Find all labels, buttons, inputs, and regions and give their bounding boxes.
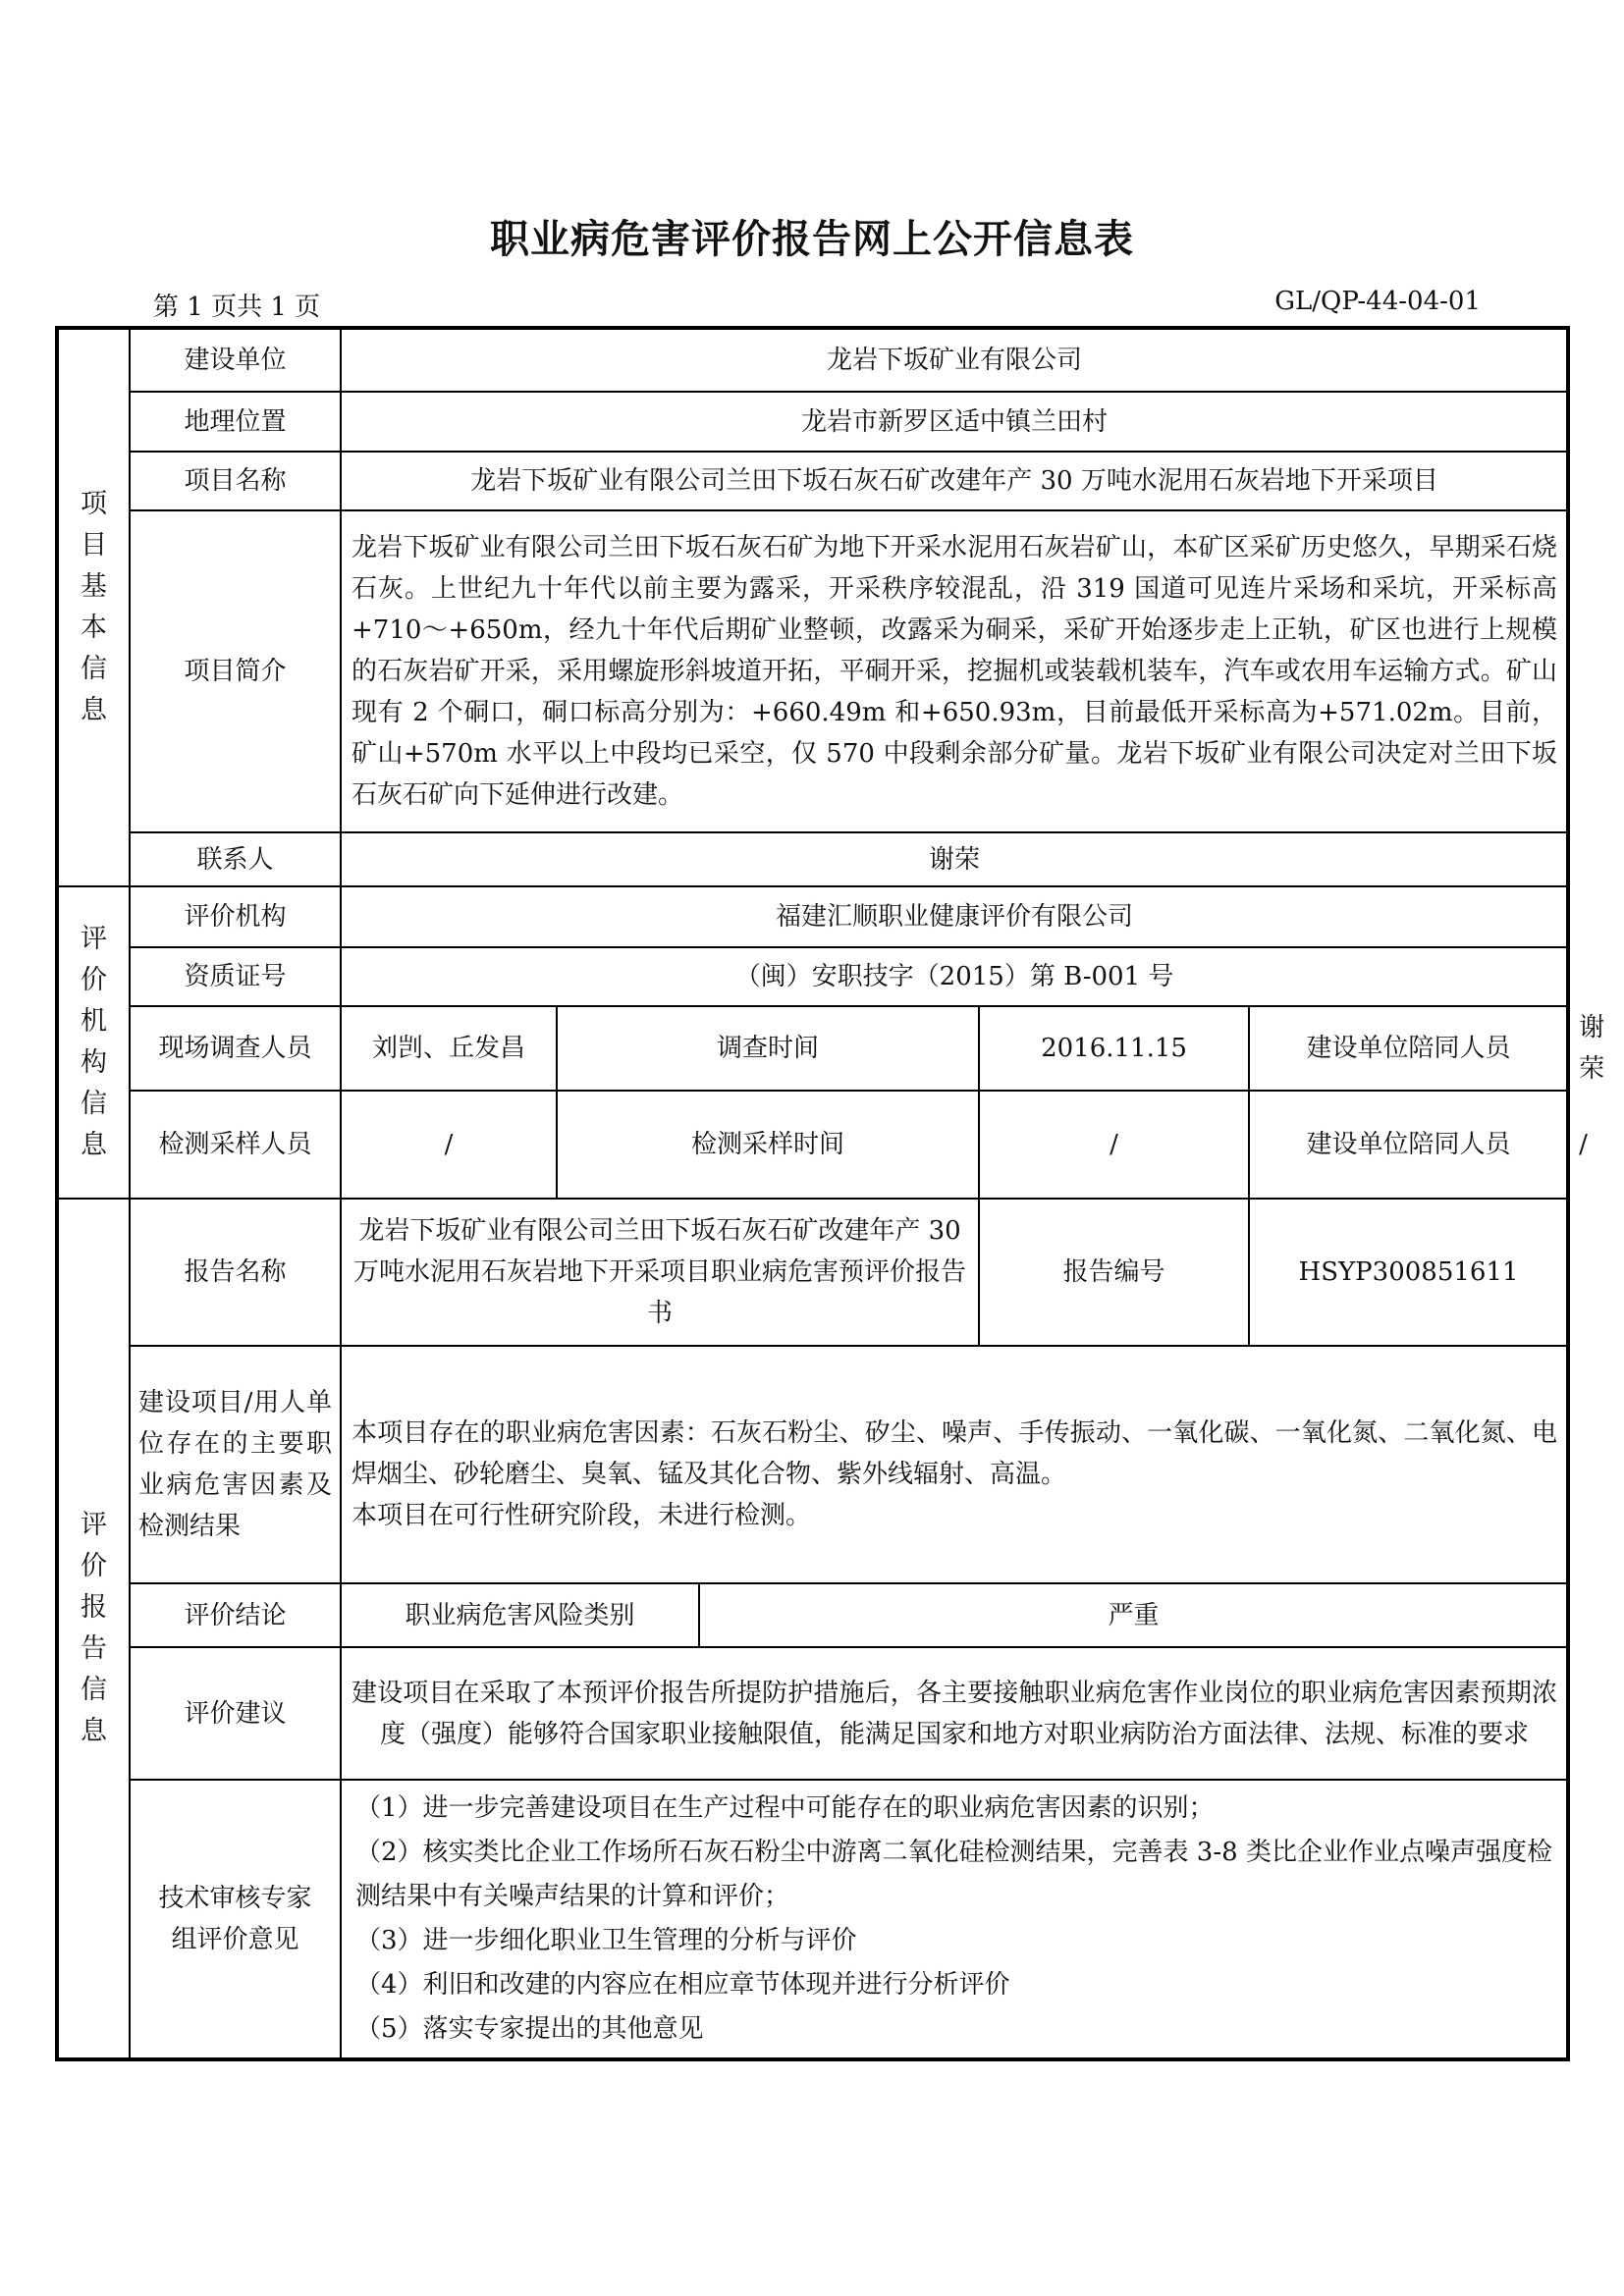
report-no-value: HSYP300851611: [1249, 1199, 1568, 1346]
risk-category-value: 严重: [699, 1583, 1568, 1647]
expert-opinion-item: （4）利旧和改建的内容应在相应章节体现并进行分析评价: [355, 1970, 1010, 2000]
section-report-heading: 评价报告信息: [57, 1199, 130, 2059]
section-project-basic-heading: 项目基本信息: [57, 328, 130, 886]
expert-opinion-item: （3）进一步细化职业卫生管理的分析与评价: [355, 1926, 857, 1955]
report-name-value: 龙岩下坂矿业有限公司兰田下坂石灰石矿改建年产 30 万吨水泥用石灰岩地下开采项目职业病危害预评价报告书: [341, 1199, 979, 1346]
survey-time-value: 2016.11.15: [979, 1006, 1249, 1091]
conclusion-label: 评价结论: [130, 1583, 341, 1647]
builder-value: 龙岩下坂矿业有限公司: [341, 328, 1568, 392]
report-no-label: 报告编号: [979, 1199, 1249, 1346]
org-label: 评价机构: [130, 886, 341, 947]
expert-opinion-item: （2）核实类比企业工作场所石灰石粉尘中游离二氧化硅检测结果，完善表 3-8 类比企业作业点噪声强度检测结果中有关噪声结果的计算和评价；: [355, 1838, 1552, 1911]
sampling-time-label: 检测采样时间: [557, 1091, 979, 1199]
section-evaluator-heading: 评价机构信息: [57, 886, 130, 1199]
summary-label: 项目简介: [130, 510, 341, 832]
survey-staff-value: 刘剀、丘发昌: [341, 1006, 557, 1091]
suggestion-label: 评价建议: [130, 1647, 341, 1780]
hazards-factors: 本项目存在的职业病危害因素：石灰石粉尘、矽尘、噪声、手传振动、一氧化碳、一氧化氮、二氧化氮、电焊烟尘、砂轮磨尘、臭氧、锰及其化合物、紫外线辐射、高温。: [352, 1418, 1558, 1489]
escort-label: 建设单位陪同人员: [1249, 1006, 1568, 1091]
project-name-value: 龙岩下坂矿业有限公司兰田下坂石灰石矿改建年产 30 万吨水泥用石灰岩地下开采项目: [341, 452, 1568, 510]
expert-opinion-label: 技术审核专家组评价意见: [130, 1780, 341, 2059]
contact-label: 联系人: [130, 832, 341, 886]
document-title: 职业病危害评价报告网上公开信息表: [490, 217, 1134, 262]
hazards-label: 建设项目/用人单位存在的主要职业病危害因素及检测结果: [130, 1346, 341, 1583]
project-name-label: 项目名称: [130, 452, 341, 510]
hazards-cell: [341, 1346, 1568, 1583]
escort2-label: 建设单位陪同人员: [1249, 1091, 1568, 1199]
summary-text: 龙岩下坂矿业有限公司兰田下坂石灰石矿为地下开采水泥用石灰岩矿山，本矿区采矿历史悠久，早期采石烧石灰。上世纪九十年代以前主要为露采，开采秩序较混乱，沿 319 国道可见连片采场和采坑，开采标高+710～+650m，经九十年代后期矿业整顿，改露采为硐采，采矿开始逐步走上正轨，矿区也进行上规模的石灰岩矿开采，采用螺旋形斜坡道开拓，平硐开采，挖掘机或装载机装车，汽车或农用车运输方式。矿山现有 2 个硐口，硐口标高分别为：+660.49m 和+650.93m，目前最低开采标高为+571.02m。目前，矿山+570m 水平以上中段均已采空，仅 570 中段剩余部分矿量。龙岩下坂矿业有限公司决定对兰田下坂石灰石矿向下延伸进行改建。: [341, 510, 1568, 832]
survey-staff-label: 现场调查人员: [130, 1006, 341, 1091]
sampling-staff-value: /: [341, 1091, 557, 1199]
expert-opinion-item: （1）进一步完善建设项目在生产过程中可能存在的职业病危害因素的识别；: [355, 1793, 1215, 1823]
hazards-detection: 本项目在可行性研究阶段，未进行检测。: [352, 1501, 812, 1530]
org-value: 福建汇顺职业健康评价有限公司: [341, 886, 1568, 947]
report-name-label: 报告名称: [130, 1199, 341, 1346]
risk-category-label: 职业病危害风险类别: [341, 1583, 699, 1647]
suggestion-text: 建设项目在采取了本预评价报告所提防护措施后，各主要接触职业病危害作业岗位的职业病危害因素预期浓度（强度）能够符合国家职业接触限值，能满足国家和地方对职业病防治方面法律、法规、标准的要求: [341, 1647, 1568, 1780]
page-info: 第 1 页共 1 页: [153, 293, 321, 322]
info-table: 项目基本信息 建设单位 龙岩下坂矿业有限公司 地理位置 龙岩市新罗区适中镇兰田村 项目名称 龙岩下坂矿业有限公司兰田下坂石灰石矿改建年产 30 万吨水泥用石灰岩地下开采项目 项目简介 龙岩下坂矿业有限公司兰田下坂石灰石矿为地下开采水泥用石灰岩矿山，本矿区采矿历史悠久，早期采石烧石灰。上世纪九十年代以前主要为露采，开采秩序较混乱，沿 319 国道可见连片采场和采坑，开采标高+710～+650m，经九十年代后期矿业整顿，改露采为硐采，采矿开始逐步走上正轨，矿区也进行上规模的石灰岩矿开采，采用螺旋形斜坡道开拓，平硐开采，挖掘机或装载机装车，汽车或农用车运输方式。矿山现有 2 个硐口，硐口标高分别为：+660.49m 和+650.93m，目前最低开采标高为+571.02m。目前，矿山+570m 水平以上中段均已采空，仅 570 中段剩余部分矿量。龙岩下坂矿业有限公司决定对兰田下坂石灰石矿向下延伸进行改建。 联系人 谢荣 评价机构信息 评价机构 福建汇顺职业健康评价有限公司 资质证号 （闽）安职技字（2015）第 B-001 号 现场调查人员 刘剀、丘发昌 调查时间 2016.11.15 建设单位陪同人员 谢荣 检测采样人员 / 检测采样时间 / 建设单位陪同人员 / 评价报告信息 报告名称 龙岩下坂矿业有限公司兰田下坂石灰石矿改建年产 30 万吨水泥用石灰岩地下开采项目职业病危害预评价报告书 报告编号 HSYP300851611 建设项目/用人单位存在的主要职业病危害因素及检测结果 本项目存在的职业病危害因素：石灰石粉尘、矽尘、噪声、手传振动、一氧化碳、一氧化氮、二氧化氮、电焊烟尘、砂轮磨尘、臭氧、锰及其化合物、紫外线辐射、高温。 本项目在可行性研究阶段，未进行检测。 评价结论 职业病危害风险类别 严重 评价建议 建设项目在采取了本预评价报告所提防护措施后，各主要接触职业病危害作业岗位的职业病危害因素预期浓度（强度）能够符合国家职业接触限值，能满足国家和地方对职业病防治方面法律、法规、标准的要求 技术审核专家组评价意见 （1）进一步完善建设项目在生产过程中可能存在的职业病危害因素的识别； （2）核实类比企业工作场所石灰石粉尘中游离二氧化硅检测结果，完善表 3-8 类比企业作业点噪声强度检测结果中有关噪声结果的计算和评价； （3）进一步细化职业卫生管理的分析与评价 （4）利旧和改建的内容应在相应章节体现并进行分析评价 （5）落实专家提出的其他意见: [55, 326, 1570, 2061]
cert-label: 资质证号: [130, 947, 341, 1006]
location-label: 地理位置: [130, 392, 341, 452]
expert-opinion-item: （5）落实专家提出的其他意见: [355, 2014, 704, 2044]
location-value: 龙岩市新罗区适中镇兰田村: [341, 392, 1568, 452]
sampling-time-value: /: [979, 1091, 1249, 1199]
builder-label: 建设单位: [130, 328, 341, 392]
contact-value: 谢荣: [341, 832, 1568, 886]
survey-time-label: 调查时间: [557, 1006, 979, 1091]
sampling-staff-label: 检测采样人员: [130, 1091, 341, 1199]
form-code: GL/QP-44-04-01: [1274, 287, 1481, 316]
cert-value: （闽）安职技字（2015）第 B-001 号: [341, 947, 1568, 1006]
expert-opinion-list: [341, 1780, 1568, 2059]
